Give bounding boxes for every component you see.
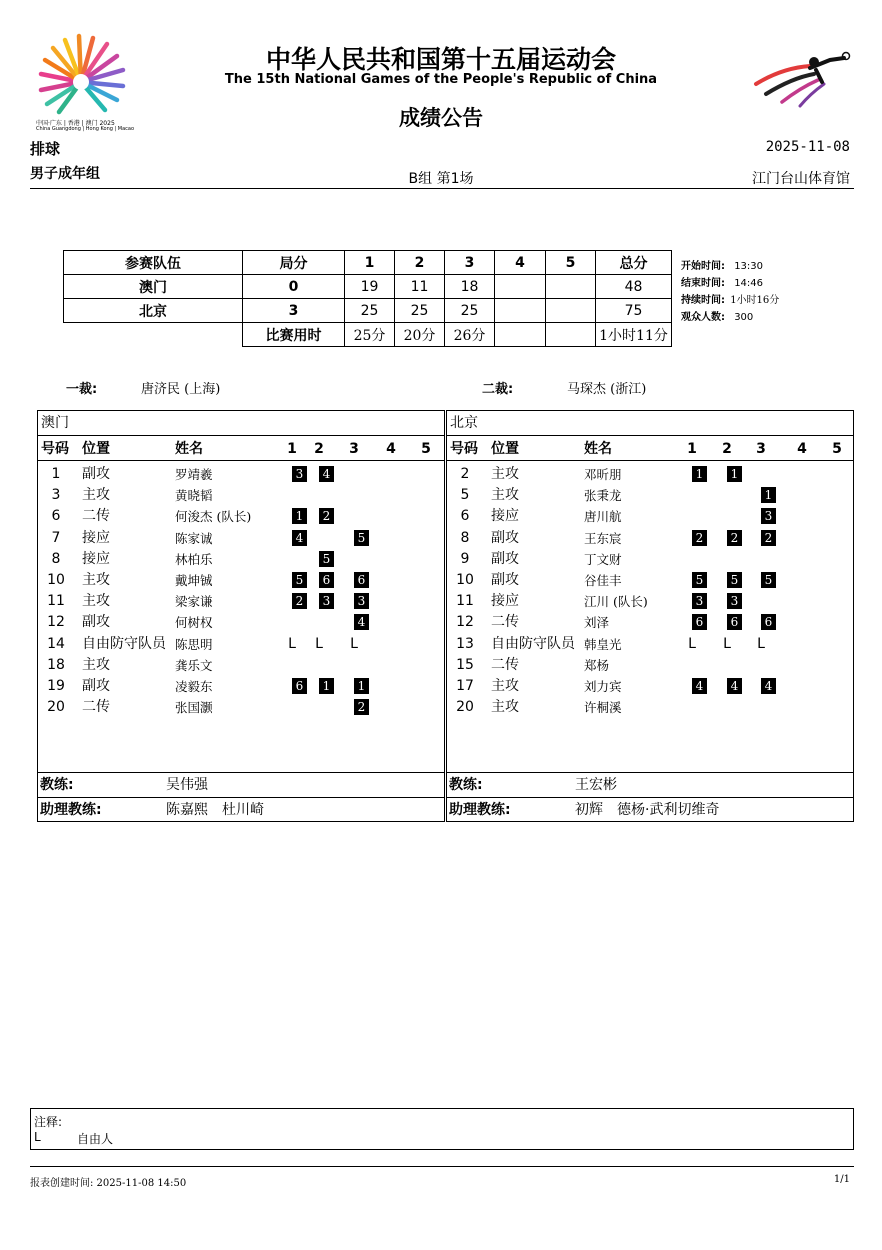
rotation-position: 4 <box>319 466 334 482</box>
player-row <box>447 464 853 485</box>
player-name: 邓昕朋 <box>584 467 622 482</box>
header-set-3: 3 <box>445 251 495 275</box>
player-row <box>447 506 853 527</box>
rotation-position: 3 <box>727 593 742 609</box>
notes-key: L <box>34 1130 41 1144</box>
footer-divider <box>30 1166 854 1167</box>
rotation-position: 5 <box>727 572 742 588</box>
player-row <box>38 464 444 485</box>
total-points: 48 <box>596 275 672 299</box>
player-name: 许桐溪 <box>584 700 622 716</box>
player-position: 自由防守队员 <box>82 635 166 652</box>
player-number: 11 <box>456 593 474 610</box>
rotation-position: 5 <box>354 530 369 546</box>
player-row <box>38 634 444 655</box>
libero-marker: L <box>723 635 731 652</box>
page-number: 1/1 <box>833 1174 850 1185</box>
notes-value: 自由人 <box>77 1132 114 1146</box>
player-position: 二传 <box>82 699 110 716</box>
header-divider <box>30 188 854 189</box>
player-position: 自由防守队员 <box>491 635 575 652</box>
team-name: 北京 <box>64 299 243 323</box>
player-row <box>38 655 444 676</box>
match-info <box>681 258 779 326</box>
duration-row <box>64 323 672 347</box>
libero-marker: L <box>288 635 296 652</box>
sets-won: 3 <box>243 299 345 323</box>
col-position: 位置 <box>491 441 519 457</box>
rotation-position: 3 <box>692 593 707 609</box>
player-number: 17 <box>456 678 474 694</box>
results-row <box>64 275 672 299</box>
start-time-label: 开始时间: <box>681 261 725 272</box>
player-row <box>447 528 853 549</box>
player-number: 12 <box>456 614 474 631</box>
player-row <box>38 570 444 591</box>
col-name: 姓名 <box>584 441 612 457</box>
duration-info-label: 持续时间: <box>681 295 725 306</box>
player-row <box>447 549 853 570</box>
player-name: 唐川航 <box>584 509 622 525</box>
player-name: 韩皇光 <box>584 636 622 652</box>
rotation-position: 5 <box>292 572 307 588</box>
player-number: 8 <box>460 529 470 546</box>
player-row <box>447 591 853 612</box>
first-referee: 唐济民 (上海) <box>141 382 221 397</box>
player-name: 陈家诚 <box>175 530 213 546</box>
end-time: 14:46 <box>734 278 764 289</box>
set-score: 19 <box>345 275 395 299</box>
rotation-position: 5 <box>761 572 776 588</box>
audience-label: 观众人数: <box>681 312 725 323</box>
player-position: 二传 <box>491 614 519 631</box>
player-row <box>38 591 444 612</box>
player-name: 刘力宾 <box>584 679 622 694</box>
end-time-label: 结束时间: <box>681 278 725 289</box>
second-referee: 马琛杰 (浙江) <box>567 382 647 397</box>
roster-column-headers <box>38 437 444 461</box>
set-score <box>495 299 546 323</box>
col-set-2: 2 <box>722 441 732 457</box>
player-row <box>38 549 444 570</box>
assistant-coach-names: 陈嘉熙 杜川崎 <box>166 802 264 818</box>
report-created: 报表创建时间: 2025-11-08 14:50 <box>30 1178 187 1189</box>
team-header: 澳门 <box>38 411 444 436</box>
rotation-position: 4 <box>761 678 776 694</box>
player-position: 副攻 <box>82 466 110 482</box>
player-position: 主攻 <box>491 678 519 694</box>
player-name: 刘泽 <box>584 615 610 631</box>
player-position: 副攻 <box>491 550 519 567</box>
rotation-position: 2 <box>354 699 369 715</box>
set-score: 25 <box>345 299 395 323</box>
roster-column-headers <box>447 437 853 461</box>
rotation-position: 6 <box>761 614 776 630</box>
player-position: 二传 <box>491 656 519 673</box>
set-score <box>546 299 596 323</box>
rotation-position: 2 <box>727 530 742 546</box>
player-name: 凌毅东 <box>175 679 213 694</box>
assistant-coach-label: 助理教练: <box>449 802 511 818</box>
player-position: 主攻 <box>491 466 519 482</box>
coach-line <box>447 772 853 797</box>
player-number: 10 <box>456 572 474 588</box>
rotation-position: 5 <box>692 572 707 588</box>
set-duration: 25分 <box>345 323 395 347</box>
col-name: 姓名 <box>175 441 203 457</box>
set-duration: 26分 <box>445 323 495 347</box>
rotation-position: 3 <box>319 593 334 609</box>
player-row <box>447 485 853 506</box>
rotation-position: 4 <box>692 678 707 694</box>
libero-marker: L <box>688 635 696 652</box>
rotation-position: 1 <box>761 487 776 503</box>
col-set-1: 1 <box>287 441 297 457</box>
header-sets: 局分 <box>243 251 345 275</box>
player-number: 11 <box>47 593 65 610</box>
group-match: B组 第1场 <box>408 171 474 187</box>
player-position: 主攻 <box>82 487 110 504</box>
match-date: 2025-11-08 <box>765 139 850 155</box>
start-time: 13:30 <box>734 261 764 272</box>
coach-line <box>38 772 444 797</box>
rotation-position: 6 <box>292 678 307 694</box>
set-score <box>495 275 546 299</box>
rotation-position: 2 <box>692 530 707 546</box>
assistant-coach-label: 助理教练: <box>40 802 102 818</box>
report-title: 成绩公告 <box>399 106 483 130</box>
team-header: 北京 <box>447 411 853 436</box>
col-number: 号码 <box>41 441 69 457</box>
sets-won: 0 <box>243 275 345 299</box>
player-position: 接应 <box>82 529 110 546</box>
player-number: 15 <box>456 656 474 673</box>
player-name: 黄晓韬 <box>175 488 213 504</box>
player-name: 梁家谦 <box>175 594 213 610</box>
player-name: 何树权 <box>175 615 213 631</box>
rotation-position: 3 <box>761 508 776 524</box>
assistant-coach-line <box>38 797 444 822</box>
assistant-coach-line <box>447 797 853 822</box>
player-row <box>447 570 853 591</box>
player-name: 何浚杰 (队长) <box>175 509 252 525</box>
player-row <box>447 612 853 633</box>
notes-box <box>30 1108 854 1150</box>
duration-label: 比赛用时 <box>243 323 345 347</box>
col-set-5: 5 <box>421 441 431 457</box>
first-referee-label: 一裁: <box>66 382 98 397</box>
header-team: 参赛队伍 <box>64 251 243 275</box>
volleyball-pictogram <box>752 50 852 110</box>
player-position: 主攻 <box>82 572 110 588</box>
col-set-5: 5 <box>832 441 842 457</box>
player-position: 副攻 <box>491 529 519 546</box>
results-table <box>63 250 672 347</box>
player-position: 接应 <box>491 593 519 610</box>
player-number: 9 <box>460 550 470 567</box>
rotation-position: 1 <box>354 678 369 694</box>
header-set-1: 1 <box>345 251 395 275</box>
rotation-position: 6 <box>692 614 707 630</box>
player-row <box>38 676 444 697</box>
col-position: 位置 <box>82 441 110 457</box>
player-position: 主攻 <box>82 593 110 610</box>
rotation-position: 3 <box>292 466 307 482</box>
player-row <box>447 655 853 676</box>
sport-label: 排球 <box>30 140 61 158</box>
rotation-position: 3 <box>354 593 369 609</box>
player-name: 陈思明 <box>175 636 213 652</box>
set-duration <box>546 323 596 347</box>
col-set-4: 4 <box>386 441 396 457</box>
player-row <box>447 676 853 697</box>
player-row <box>38 612 444 633</box>
player-row <box>447 697 853 718</box>
player-number: 2 <box>460 466 470 482</box>
player-row <box>38 485 444 506</box>
rotation-position: 1 <box>292 508 307 524</box>
rotation-position: 2 <box>761 530 776 546</box>
libero-marker: L <box>315 635 323 652</box>
logo-caption-en: China Guangdong | Hong Kong | Macao <box>36 126 135 132</box>
player-number: 19 <box>47 678 65 694</box>
player-number: 3 <box>51 487 61 504</box>
player-name: 郑杨 <box>584 657 610 673</box>
player-name: 林柏乐 <box>175 551 213 567</box>
total-points: 75 <box>596 299 672 323</box>
player-number: 12 <box>47 614 65 631</box>
coach-name: 王宏彬 <box>575 777 617 793</box>
player-position: 副攻 <box>82 678 110 694</box>
header-set-2: 2 <box>395 251 445 275</box>
player-name: 龚乐文 <box>175 657 213 673</box>
col-set-1: 1 <box>687 441 697 457</box>
player-row <box>38 697 444 718</box>
team-roster-beijing <box>446 410 854 822</box>
header-set-4: 4 <box>495 251 546 275</box>
rotation-position: 1 <box>727 466 742 482</box>
rotation-position: 1 <box>319 678 334 694</box>
header-total: 总分 <box>596 251 672 275</box>
player-position: 二传 <box>82 508 110 525</box>
col-set-3: 3 <box>349 441 359 457</box>
rotation-position: 6 <box>319 572 334 588</box>
set-duration <box>495 323 546 347</box>
second-referee-label: 二裁: <box>482 382 514 397</box>
player-name: 张秉龙 <box>584 488 622 504</box>
player-number: 13 <box>456 635 474 652</box>
player-row <box>447 634 853 655</box>
notes-label: 注释: <box>34 1115 63 1129</box>
games-title: 中华人民共和国第十五届运动会 <box>265 45 616 74</box>
rotation-position: 4 <box>727 678 742 694</box>
player-number: 8 <box>51 550 61 567</box>
rotation-position: 2 <box>319 508 334 524</box>
header-set-5: 5 <box>546 251 596 275</box>
player-number: 14 <box>47 635 65 652</box>
player-name: 谷佳丰 <box>584 573 622 588</box>
player-position: 副攻 <box>491 572 519 588</box>
player-number: 10 <box>47 572 65 588</box>
results-row <box>64 299 672 323</box>
player-name: 王东宸 <box>584 530 622 546</box>
player-name: 江川 (队长) <box>584 594 648 610</box>
col-set-2: 2 <box>314 441 324 457</box>
team-roster-macau <box>37 410 445 822</box>
player-number: 20 <box>456 699 474 716</box>
event-label: 男子成年组 <box>30 166 100 182</box>
player-number: 6 <box>460 508 470 525</box>
games-title-en: The 15th National Games of the People's Republic of China <box>224 72 658 87</box>
coach-label: 教练: <box>449 777 483 793</box>
player-position: 接应 <box>82 550 110 567</box>
col-number: 号码 <box>450 441 478 457</box>
player-row <box>38 506 444 527</box>
duration-info: 1小时16分 <box>730 295 780 306</box>
rotation-position: 5 <box>319 551 334 567</box>
player-number: 20 <box>47 699 65 716</box>
coach-name: 吴伟强 <box>166 777 208 793</box>
player-position: 主攻 <box>491 487 519 504</box>
rotation-position: 2 <box>292 593 307 609</box>
player-name: 罗靖羲 <box>175 467 213 482</box>
col-set-3: 3 <box>756 441 766 457</box>
logo-caption: 中国·广东 | 香港 | 澳门 2025 <box>36 120 115 127</box>
player-position: 主攻 <box>491 699 519 716</box>
set-score <box>546 275 596 299</box>
results-header-row <box>64 251 672 275</box>
rotation-position: 1 <box>692 466 707 482</box>
rotation-position: 4 <box>354 614 369 630</box>
player-number: 6 <box>51 508 61 525</box>
player-name: 戴坤铖 <box>175 573 213 588</box>
audience: 300 <box>734 312 754 323</box>
player-name: 丁文财 <box>584 551 622 567</box>
player-row <box>38 528 444 549</box>
player-number: 7 <box>51 529 61 546</box>
player-position: 主攻 <box>82 656 110 673</box>
set-score: 18 <box>445 275 495 299</box>
col-set-4: 4 <box>797 441 807 457</box>
player-number: 1 <box>51 466 61 482</box>
player-name: 张国灏 <box>175 700 213 716</box>
assistant-coach-names: 初辉 德杨·武利切维奇 <box>575 802 720 818</box>
set-duration: 20分 <box>395 323 445 347</box>
player-number: 18 <box>47 656 65 673</box>
coach-label: 教练: <box>40 777 74 793</box>
set-score: 25 <box>445 299 495 323</box>
player-position: 接应 <box>491 508 519 525</box>
venue: 江门台山体育馆 <box>752 171 850 187</box>
player-position: 副攻 <box>82 614 110 631</box>
libero-marker: L <box>350 635 358 652</box>
volleyball-player-icon <box>752 50 852 110</box>
libero-marker: L <box>757 635 765 652</box>
rotation-position: 6 <box>354 572 369 588</box>
rotation-position: 6 <box>727 614 742 630</box>
set-score: 11 <box>395 275 445 299</box>
player-number: 5 <box>460 487 470 504</box>
team-name: 澳门 <box>64 275 243 299</box>
rotation-position: 4 <box>292 530 307 546</box>
set-score: 25 <box>395 299 445 323</box>
total-duration: 1小时11分 <box>596 323 672 347</box>
